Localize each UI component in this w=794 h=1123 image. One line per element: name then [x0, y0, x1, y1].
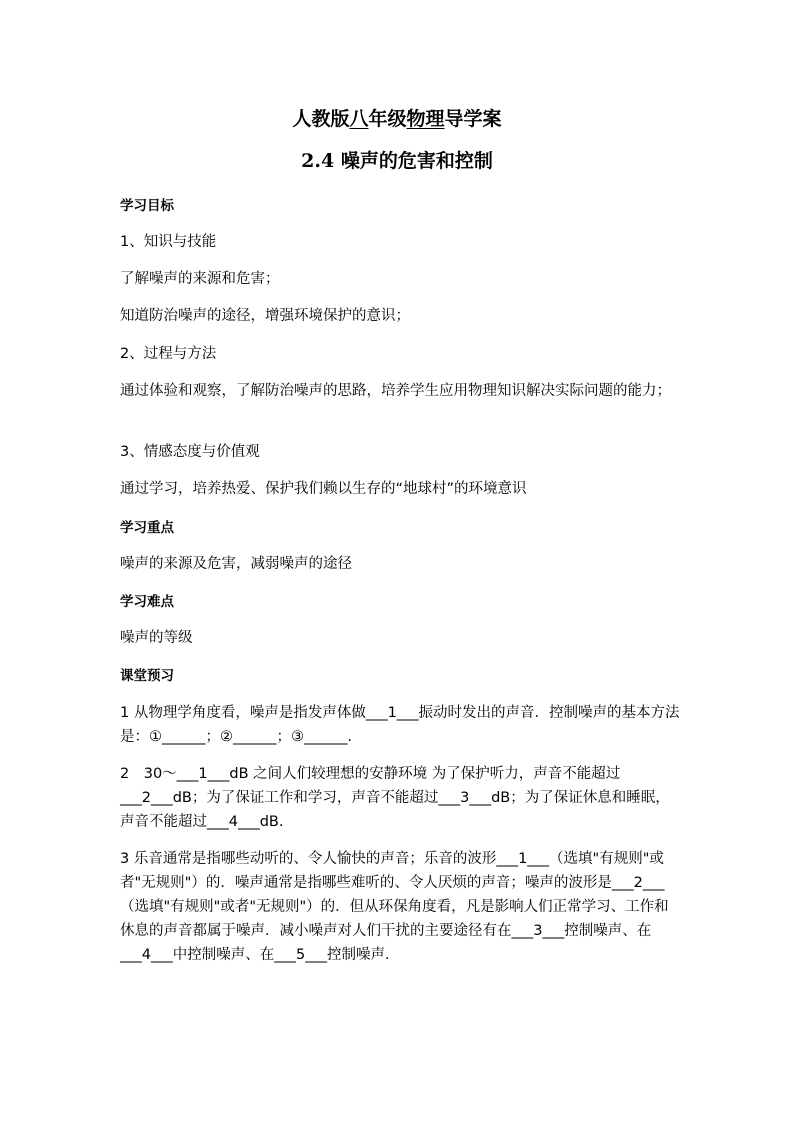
title-part-grade: 八: [349, 108, 369, 130]
goal-2-item-a: 通过体验和观察，了解防治噪声的思路，培养学生应用物理知识解决实际问题的能力；: [120, 383, 671, 399]
title-part-5: 导学案: [444, 108, 502, 130]
difficulty-heading: 学习难点: [120, 594, 174, 610]
goal-1-item-b: 知道防治噪声的途径，增强环境保护的意识；: [120, 308, 410, 324]
preview-question-1: 1 从物理学角度看，噪声是指发声体做___1___振动时发出的声音．控制噪声的基本方法是：①______；②______；③______．: [120, 705, 680, 745]
goal-3-title: 3、情感态度与价值观: [120, 444, 260, 460]
difficulty-text: 噪声的等级: [120, 630, 193, 646]
page-subtitle: 2.4 噪声的危害和控制: [301, 150, 493, 172]
preview-question-2: 2 30～___1___dB 之间人们较理想的安静环境 为了保护听力，声音不能超过___2___dB；为了保证工作和学习，声音不能超过___3___dB；为了保证休息和睡眠，声音不能超过___4___dB.: [120, 766, 670, 830]
preview-heading: 课堂预习: [120, 668, 174, 684]
title-part-1: 人教版: [292, 108, 350, 130]
goal-3-item-a: 通过学习，培养热爱、保护我们赖以生存的“地球村”的环境意识: [120, 481, 527, 497]
title-part-subject: 物理: [406, 108, 445, 130]
goal-1-title: 1、知识与技能: [120, 234, 217, 250]
key-points-heading: 学习重点: [120, 520, 174, 536]
goal-2-title: 2、过程与方法: [120, 346, 217, 362]
goals-heading: 学习目标: [120, 198, 174, 214]
page-title: [0, 104, 794, 131]
goal-1-item-a: 了解噪声的来源和危害；: [120, 271, 280, 287]
title-part-3: 年级: [368, 108, 407, 130]
key-points-text: 噪声的来源及危害，减弱噪声的途径: [120, 556, 352, 572]
preview-question-3: 3 乐音通常是指哪些动听的、令人愉快的声音；乐音的波形___1___（选填"有规则"或者"无规则"）的．噪声通常是指哪些难听的、令人厌烦的声音；噪声的波形是___2___（选填"有规则"或者"无规则"）的．但从环保角度看，凡是影响人们正常学习、工作和休息的声音都属于噪声．减小噪声对人们干扰的主要途径有在___3___控制噪声、在___4___中控制噪声、在___5___控制噪声．: [120, 851, 669, 963]
